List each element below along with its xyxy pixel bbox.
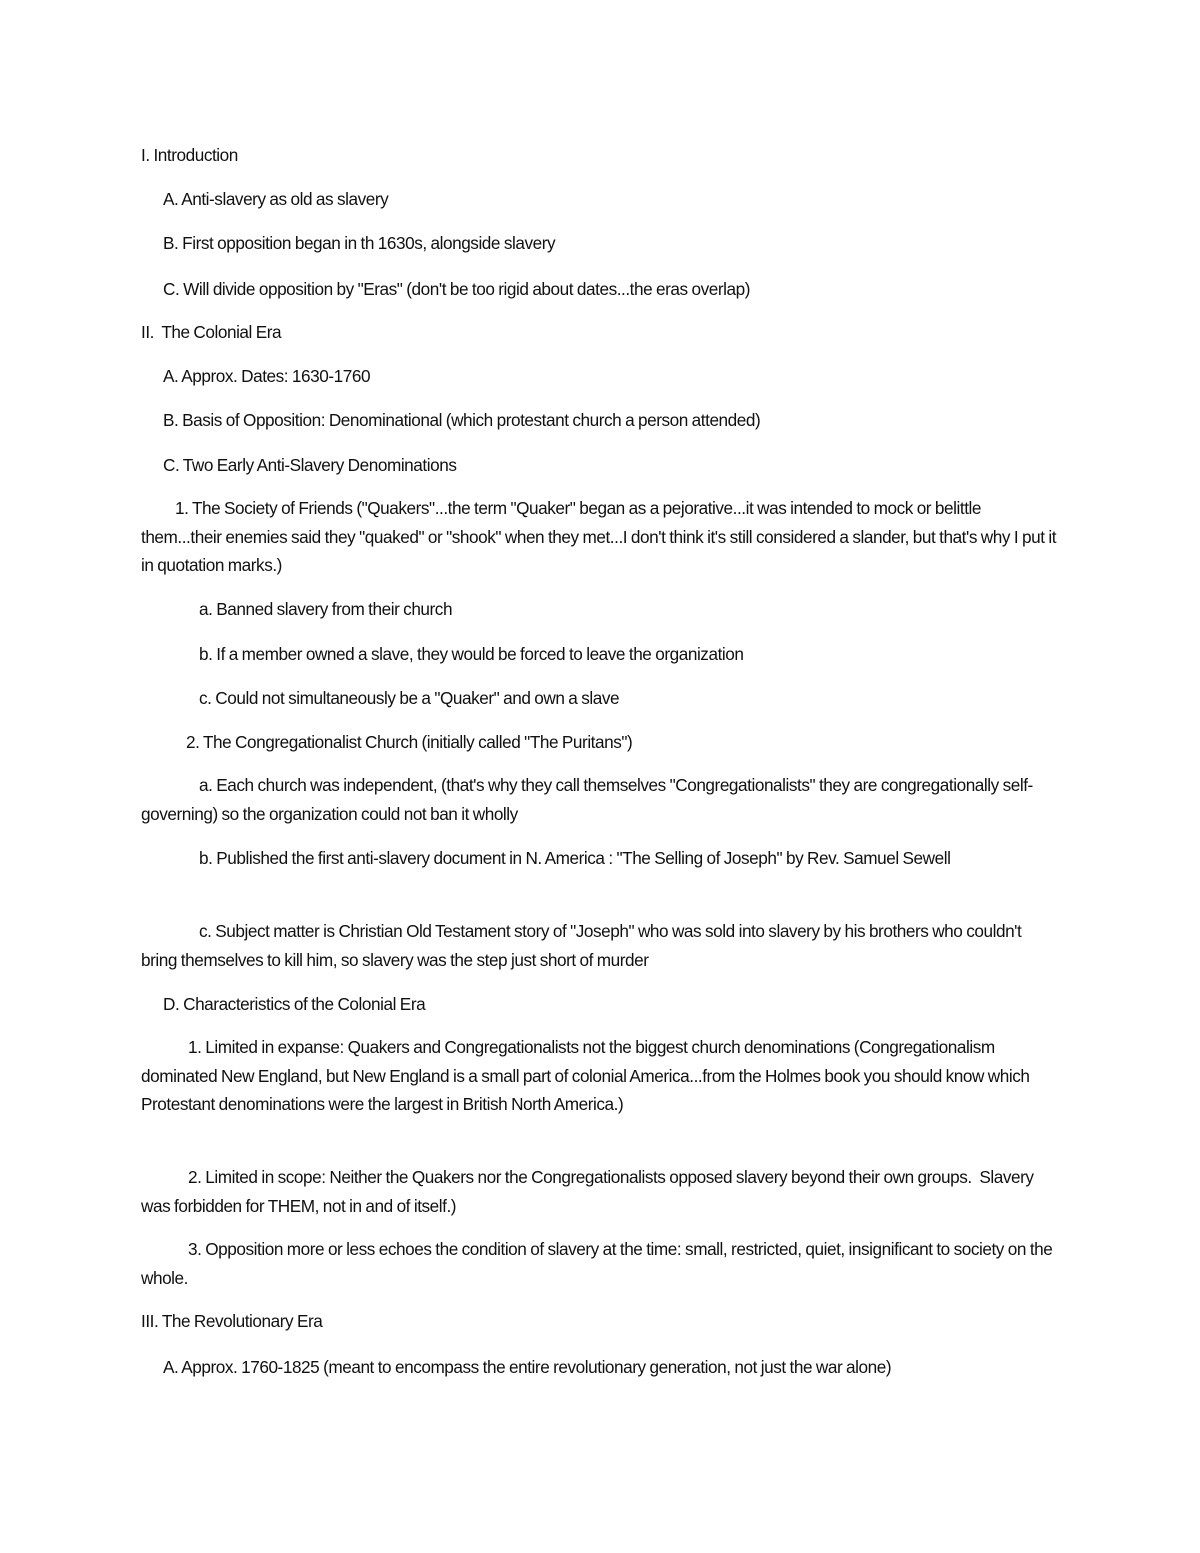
outline-item: B. Basis of Opposition: Denominational (which protestant church a person attended)	[163, 410, 761, 430]
outline-point: c. Could not simultaneously be a "Quaker" and own a slave	[199, 688, 620, 708]
outline-item: A. Anti-slavery as old as slavery	[163, 189, 389, 209]
denomination-congregationalists: 2. The Congregationalist Church (initially called "The Puritans")	[186, 732, 633, 752]
outline-item: A. Approx. Dates: 1630-1760	[163, 366, 371, 386]
section-heading-introduction: I. Introduction	[141, 145, 238, 165]
outline-item: D. Characteristics of the Colonial Era	[163, 994, 426, 1014]
denomination-quakers: 1. The Society of Friends ("Quakers"...the term "Quaker" began as a pejorative...it was intended to mock or belittle them...their enemies said they "quaked" or "shook" when they met...I don't think it's still considered a slander, but that's why I put it in quotation marks.)	[141, 498, 1057, 575]
outline-point: a. Each church was independent, (that's why they call themselves "Congregationalists" they are congregationally self-governing) so the organization could not ban it wholly	[141, 775, 1033, 824]
outline-item: A. Approx. 1760-1825 (meant to encompass the entire revolutionary generation, not just the war alone)	[163, 1357, 892, 1377]
outline-item: C. Two Early Anti-Slavery Denominations	[163, 455, 457, 475]
outline-item: C. Will divide opposition by "Eras" (don't be too rigid about dates...the eras overlap)	[163, 279, 751, 299]
characteristic-item: 1. Limited in expanse: Quakers and Congregationalists not the biggest church denominations (Congregationalism dominated New England, but New England is a small part of colonial America...from the Holmes book you should know which Protestant denominations were the largest in British North America.)	[141, 1037, 1030, 1114]
outline-point: a. Banned slavery from their church	[199, 599, 453, 619]
outline-point: b. If a member owned a slave, they would be forced to leave the organization	[199, 644, 744, 664]
characteristic-item: 3. Opposition more or less echoes the condition of slavery at the time: small, restricted, quiet, insignificant to society on the whole.	[141, 1239, 1053, 1288]
characteristic-item: 2. Limited in scope: Neither the Quakers nor the Congregationalists opposed slavery beyond their own groups. Slavery was forbidden for THEM, not in and of itself.)	[141, 1167, 1038, 1216]
outline-item: B. First opposition began in th 1630s, alongside slavery	[163, 233, 556, 253]
outline-point: b. Published the first anti-slavery document in N. America : "The Selling of Joseph" by Rev. Samuel Sewell	[199, 848, 951, 868]
section-heading-colonial-era: II. The Colonial Era	[141, 322, 282, 342]
outline-point: c. Subject matter is Christian Old Testament story of "Joseph" who was sold into slavery by his brothers who couldn't bring themselves to kill him, so slavery was the step just short of murder	[141, 921, 1022, 970]
section-heading-revolutionary-era: III. The Revolutionary Era	[141, 1311, 323, 1331]
